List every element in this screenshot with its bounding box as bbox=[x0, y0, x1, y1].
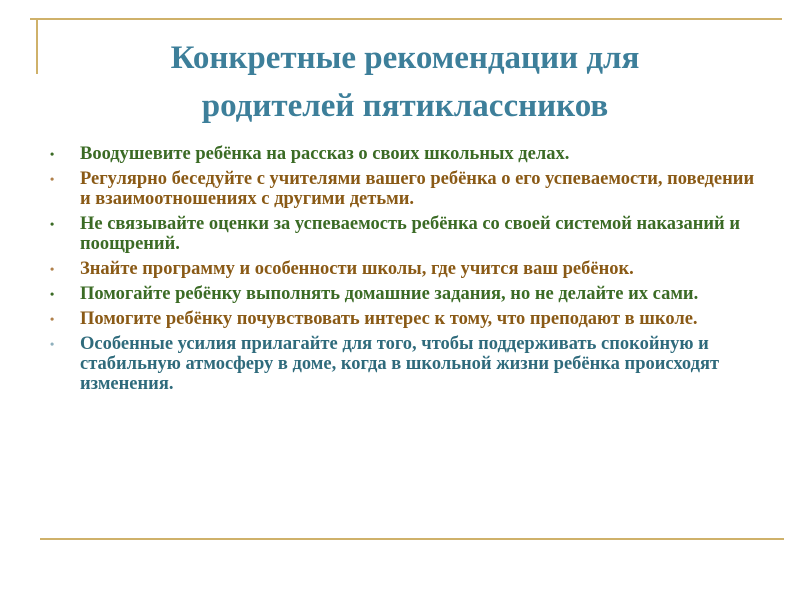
bullet-item bbox=[44, 284, 756, 304]
bullet-dot-icon: • bbox=[50, 312, 55, 326]
bullet-text: Знайте программу и особенности школы, где учится ваш ребёнок. bbox=[80, 259, 634, 279]
bullet-dot-icon: • bbox=[50, 217, 55, 231]
bullet-text: Воодушевите ребёнка на рассказ о своих школьных делах. bbox=[80, 144, 570, 164]
bullet-dot-icon: • bbox=[50, 287, 55, 301]
bullet-text: Не связывайте оценки за успеваемость ребёнка со своей системой наказаний и поощрений. bbox=[80, 214, 740, 254]
title-line-1: Конкретные рекомендации для bbox=[170, 40, 640, 76]
bullet-text: Помогите ребёнку почувствовать интерес к тому, что преподают в школе. bbox=[80, 309, 698, 329]
bullet-item bbox=[44, 309, 756, 329]
left-rule bbox=[36, 18, 38, 74]
bullet-item bbox=[44, 214, 756, 254]
bullet-item bbox=[44, 334, 756, 394]
slide-title bbox=[60, 34, 750, 130]
bullet-text: Помогайте ребёнку выполнять домашние задания, но не делайте их сами. bbox=[80, 284, 699, 304]
bullet-item bbox=[44, 144, 756, 164]
bottom-rule bbox=[40, 538, 784, 540]
bullet-dot-icon: • bbox=[50, 337, 55, 351]
bullet-text: Особенные усилия прилагайте для того, чтобы поддерживать спокойную и стабильную атмосферу в доме, когда в школьной жизни ребёнка происходят изменения. bbox=[80, 334, 720, 394]
title-line-2: родителей пятиклассников bbox=[201, 88, 609, 124]
bullet-text: Регулярно беседуйте с учителями вашего ребёнка о его успеваемости, поведении и взаимоотношениях с другими детьми. bbox=[80, 169, 755, 209]
bullet-list bbox=[44, 144, 756, 399]
bullet-dot-icon: • bbox=[50, 172, 55, 186]
bullet-item bbox=[44, 169, 756, 209]
bullet-dot-icon: • bbox=[50, 262, 55, 276]
bullet-dot-icon: • bbox=[50, 147, 55, 161]
bullet-item bbox=[44, 259, 756, 279]
top-rule bbox=[30, 18, 782, 20]
